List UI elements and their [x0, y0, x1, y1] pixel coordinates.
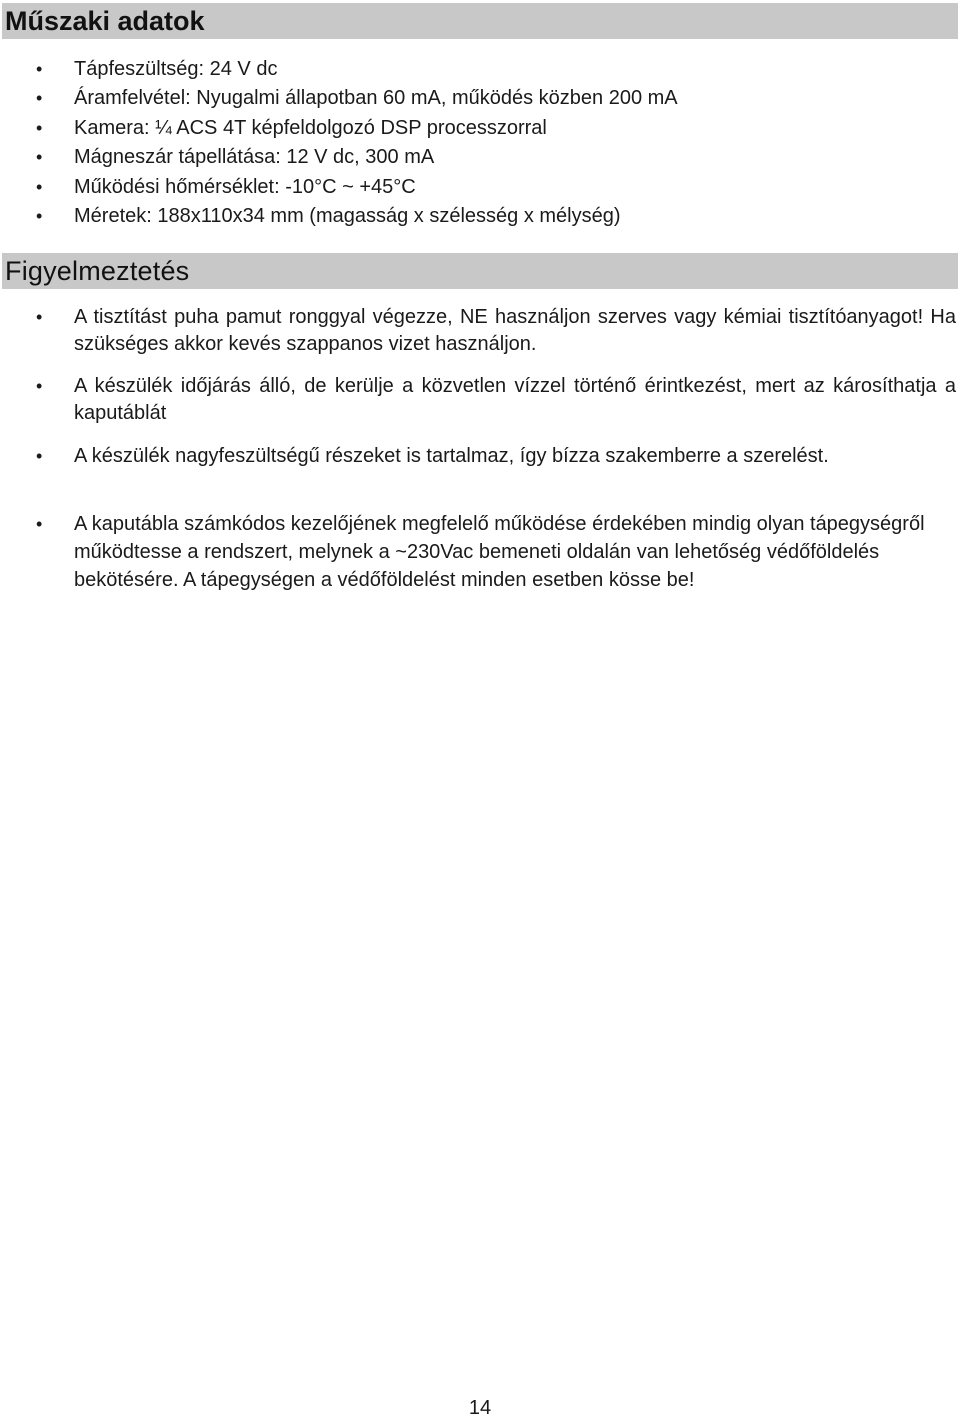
warning-item-water — [0, 373, 958, 427]
spec-item-supply-voltage: • Tápfeszültség: 24 V dc — [0, 55, 930, 84]
spec-item-camera: • Kamera: ¼ ACS 4T képfeldolgozó DSP processzorral — [0, 114, 930, 143]
warning-item-grounding — [0, 510, 958, 594]
warning-item-text: • A készülék időjárás álló, de kerülje a közvetlen vízzel történő érintkezést, mert az károsíthatja a kaputáblát — [74, 375, 956, 424]
warning-item-text: • A készülék nagyfeszültségű részeket is tartalmaz, így bízza szakemberre a szerelést. — [74, 445, 829, 467]
warning-item-cleaning — [0, 304, 958, 358]
specs-list — [0, 55, 930, 231]
spec-item-current-draw: • Áramfelvétel: Nyugalmi állapotban 60 mA, működés közben 200 mA — [0, 84, 930, 113]
page-number: 14 — [468, 1397, 492, 1419]
warning-heading: Figyelmeztetés — [2, 253, 958, 289]
spec-item-dimensions: • Méretek: 188x110x34 mm (magasság x szélesség x mélység) — [0, 202, 930, 231]
spec-item-lock-supply: • Mágneszár tápellátása: 12 V dc, 300 mA — [0, 143, 930, 172]
warning-item-text: • A kaputábla számkódos kezelőjének megfelelő működése érdekében mindig olyan tápegységről működtesse a rendszert, melynek a ~230Vac bemeneti oldalán van lehetőség védőföldelés bekötésére. A tápegységen a védőföldelést minden esetben kösse be! — [74, 513, 925, 591]
specs-heading: Műszaki adatok — [2, 3, 958, 39]
spec-item-operating-temperature: • Működési hőmérséklet: -10°C ~ +45°C — [0, 173, 930, 202]
warning-item-high-voltage — [0, 442, 958, 470]
warning-item-text: • A tisztítást puha pamut ronggyal végezze, NE használjon szerves vagy kémiai tisztítóanyagot! Ha szükséges akkor kevés szappanos vizet használjon. — [74, 306, 956, 355]
